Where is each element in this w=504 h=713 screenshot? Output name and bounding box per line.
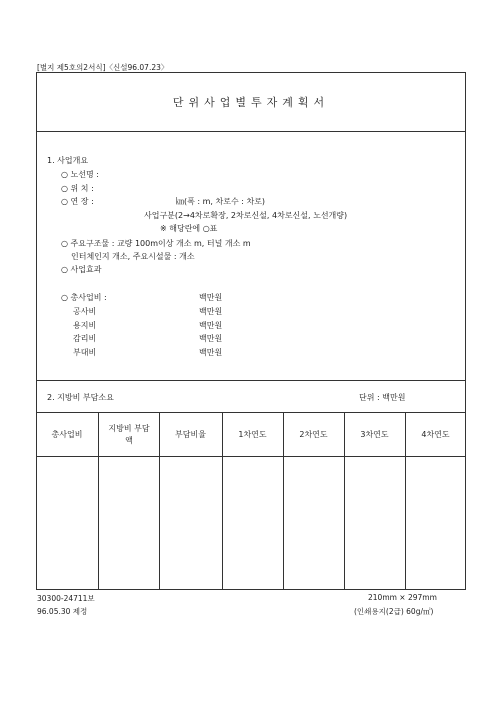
cost-item-label: 공사비	[73, 307, 97, 316]
table-top-line	[36, 412, 466, 413]
cost-item-unit: 백만원	[199, 307, 223, 316]
column-header: 지방비 부담액	[108, 424, 150, 445]
route-name-label: ○ 노선명 :	[61, 170, 99, 179]
total-cost-label: ○ 총사업비 :	[61, 293, 107, 302]
business-type: 사업구분(2→4차로확장, 2차로신설, 4차로신설, 노선개량)	[144, 211, 348, 220]
location-label: ○ 위 치 :	[61, 184, 94, 193]
cost-item-label: 용지비	[73, 321, 97, 330]
section-divider	[36, 380, 466, 381]
cost-item-unit: 백만원	[199, 321, 223, 330]
extension-detail: ㎞(폭 : m, 차로수 : 차로)	[176, 197, 266, 206]
interchange-line: 인터체인지 개소, 주요시설물 : 개소	[71, 252, 195, 261]
section1-heading: 1. 사업개요	[47, 156, 89, 165]
table-header-line	[36, 456, 466, 457]
column-header: 4차연도	[421, 430, 450, 439]
title-divider	[36, 131, 466, 132]
column-header: 1차연도	[238, 430, 267, 439]
cost-item-label: 감리비	[73, 334, 97, 343]
main-structures: ○ 주요구조물 : 교량 100m이상 개소 m, 터널 개소 m	[61, 239, 251, 248]
form-date: 96.05.30 제정	[37, 607, 88, 616]
cost-item-label: 부대비	[73, 348, 97, 357]
section2-heading: 2. 지방비 부담소요	[47, 393, 114, 402]
form-reference: [별지 제5호의2서식]〈신설96.07.23〉	[37, 63, 169, 72]
mark-note: ※ 해당란에 ○표	[160, 224, 218, 233]
form-frame	[36, 72, 466, 590]
cost-item-unit: 백만원	[199, 334, 223, 343]
cost-item-unit: 백만원	[199, 348, 223, 357]
form-title: 단위사업별투자계획서	[172, 96, 330, 109]
column-header: 총사업비	[51, 430, 83, 439]
column-header: 부담비율	[175, 430, 206, 439]
paper-size: 210mm × 297mm	[368, 593, 437, 602]
business-effect: ○ 사업효과	[61, 265, 102, 274]
table-column-divider	[98, 412, 99, 589]
paper-spec: (인쇄용지(2급) 60g/㎡)	[354, 607, 434, 616]
unit-note: 단위 : 백만원	[359, 393, 406, 402]
column-header: 3차연도	[360, 430, 389, 439]
extension-label: ○ 연 장 :	[61, 197, 94, 206]
form-code: 30300-24711보	[37, 594, 95, 603]
column-header: 2차연도	[299, 430, 328, 439]
total-cost-unit: 백만원	[199, 293, 223, 302]
